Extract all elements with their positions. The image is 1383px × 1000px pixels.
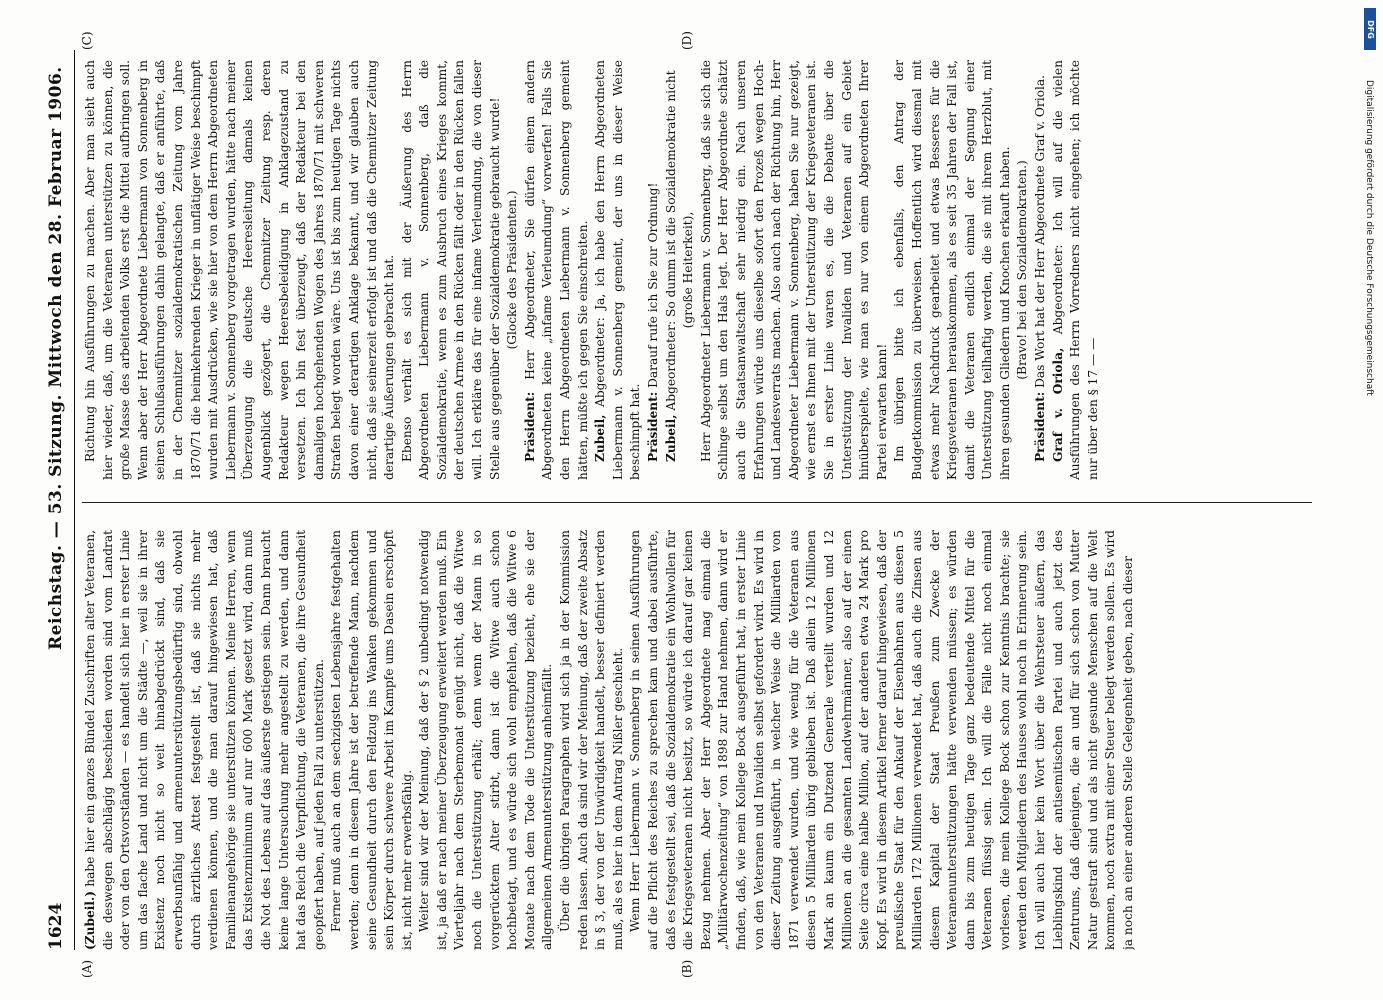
paragraph-text: Ebenso verhält es sich mit der Äußerung des Herrn Abgeordneten Liebermann v. Sonnenberg, daß die Sozialdemokratie, wenn es zum Ausbruch eines Krieges kommt, der deutschen Armee in den Rücken fällt oder in den Rücken fallen will. Ich erkläre das für eine infame Verleumdung, die von dieser Stelle aus gegenüber der Sozialdemokratie gebraucht wurde! — [399, 60, 502, 480]
digitization-footer — [1362, 20, 1376, 980]
paragraph — [1032, 60, 1050, 480]
paragraph-text: Ferner muß auch an dem sechzigsten Lebensjahre festgehalten werden; denn in diesem Jahre ist der betreffende Mann, nachdem seine Gesundheit durch den Feldzug ins Wanken gekommen und sein Körper durch schwere Arbeit im Kampfe ums Dasein erschöpft ist, nicht mehr erwerbsfähig. — [329, 530, 414, 950]
digitization-note: Digitalisierung gefördert durch die Deutsche Forschungsgemeinschaft — [1364, 80, 1374, 396]
paragraph — [698, 60, 892, 480]
paragraph — [82, 530, 328, 950]
paragraph — [399, 60, 505, 480]
speaker-name: Präsident: — [522, 391, 537, 462]
left-column — [82, 530, 1312, 950]
paragraph — [592, 60, 645, 480]
paragraph-text: Das Wort hat der Herr Abgeordnete Graf v. Oriola. — [1033, 74, 1048, 388]
speaker-name: Präsident: — [1033, 391, 1048, 462]
page-header — [40, 50, 75, 950]
paragraph — [663, 60, 681, 480]
paragraph-text: Abgeordneter: Ja, ich habe den Herrn Abgeordneten Liebermann v. Sonnenberg gemeint, der uns in dieser Weise beschimpft hat. — [593, 60, 643, 480]
margin-mark-d: (D) — [680, 31, 694, 50]
paragraph — [557, 530, 627, 950]
margin-mark-a: (A) — [80, 959, 94, 978]
speaker-name: Zubeil, — [593, 414, 608, 462]
paragraph — [82, 60, 399, 480]
right-column — [82, 60, 1312, 480]
margin-mark-b: (B) — [680, 959, 694, 978]
paragraph-text: Über die übrigen Paragraphen wird sich ja in der Kommission reden lassen. Auch da sind wir der Meinung, daß der zweite Absatz in § 3, der von der Unwürdigkeit handelt, besser definiert werden muß, als es hier in dem Antrag Nißler geschieht. — [558, 530, 625, 950]
margin-mark-c: (C) — [80, 31, 94, 50]
paragraph — [680, 60, 698, 480]
paragraph-text: Abgeordneter: Ich will auf die vielen Ausführungen des Herrn Vorredners nicht eingehen; ich möchte nur über den § 17 — — — [1050, 60, 1100, 480]
dfg-logo-text: DFG — [1365, 19, 1375, 39]
speaker-name: Graf v. Oriola, — [1050, 347, 1065, 462]
paragraph — [1014, 60, 1032, 480]
speaker-name: Präsident: — [646, 391, 660, 462]
page-number: 1624 — [46, 902, 66, 950]
paragraph-text: Herr Abgeordneter, Sie dürfen einem andern Abgeordneten keine „infame Verleumdung“ vorwerfen! Falls Sie den Herrn Abgeordneten Liebermann v. Sonnenberg gemeint hätten, müßte ich gegen Sie einschreiten. — [522, 60, 590, 480]
rotated-page-content — [40, 31, 1340, 978]
speaker-name: (Zubeil.) — [83, 890, 97, 950]
paragraph-text: (Glocke des Präsidenten.) — [505, 190, 520, 350]
paragraph-text: Wenn Herr Liebermann v. Sonnenberg in seinen Ausführungen auf die Pflicht des Reiches zu sprechen kam und dabei ausführte, daß es festgestellt sei, daß die Sozialdemokratie ein Wohlwollen für die Kriegsveteranen nicht besitzt, so würde ich darauf gar keinen Bezug nehmen. Aber der Herr Abgeordnete mag einmal die „Militärwochenzeitung“ von 1898 zur Hand nehmen, dann wird er finden, daß, wie mein Kollege Bock ausgeführt hat, in erster Linie von den Veteranen und Invaliden selbst gefordert wird. Es wird in dieser Zeitung ausgeführt, in welcher Weise die Milliarden von 1871 verwendet wurden, und wie wenig für die Veteranen aus diesen 5 Milliarden übrig geblieben ist. Daß allein 12 Millionen Mark an kaum ein Dutzend Generale verteilt wurden und 12 Millionen an die gesamten Landwehrmänner, also auf der einen Seite circa eine halbe Million, auf der anderen etwa 24 Mark pro Kopf. Es wird in diesem Artikel ferner darauf hingewiesen, daß der preußische Staat für den Ankauf der Eisenbahnen aus diesen 5 Milliarden 172 Millionen verwendet hat, daß auch die Zinsen aus diesem Kapital der Staat Preußen zum Zwecke der Veteranenunterstützungen hätte verwenden müssen; es würden dann bis zum heutigen Tage ganz bedeutende Mittel für die Veteranen flüssig sein. Ich will die Fälle nicht noch einmal vorlesen, die mein Kollege Bock schon zur Kenntnis brachte; sie werden den Mitgliedern des Hauses wohl noch in Erinnerung sein. Ich will auch hier kein Wort über die Wehrsteuer äußern, das Lieblingskind der antisemitischen Partei und auch jetzt des Zentrums, daß diejenigen, die an und für sich schon von Mutter Natur gestraft sind und als nicht gesunde Menschen auf die Welt kommen, noch extra mit einer Steuer belegt werden sollen. Es wird ja noch an einer anderen Stelle Gelegenheit geben, nach dieser — [628, 530, 1136, 950]
paragraph — [891, 60, 1014, 480]
paragraph — [416, 530, 557, 950]
paragraph — [504, 60, 522, 480]
paragraph — [522, 60, 592, 480]
speaker-name: Zubeil, — [663, 414, 678, 462]
paragraph-text: Darauf rufe ich Sie zur Ordnung! — [646, 182, 660, 388]
paragraph — [328, 530, 416, 950]
paragraph — [627, 530, 1137, 950]
paragraph — [1050, 60, 1103, 480]
paragraph-text: habe hier ein ganzes Bündel Zuschriften alter Veteranen, die deswegen abschlägig beschieden worden sind vom Landrat oder von den Ortsvorständen — es handelt sich hier in erster Linie um das flache Land und nicht um die Städte —, weil sie in ihrer Existenz noch nicht so weit hinabgedrückt sind, daß sie erwerbsunfähig und armenunterstützungsbedürftig sind, obwohl durch ärztliches Attest festgestellt ist, daß sie nichts mehr verdienen können, und die man darauf hingewiesen hat, daß Familienangehörige sie unterstützen können. Meine Herren, wenn das Existenzminimum auf nur 600 Mark gesetzt wird, dann muß die Not des Lebens auf das äußerste gestiegen sein. Dann braucht keine lange Untersuchung mehr angestellt zu werden, und dann hat das Reich die Verpflichtung, die Veteranen, die ihre Gesundheit geopfert haben, auf jeden Fall zu unterstützen. — [83, 530, 326, 950]
paragraph-text: (große Heiterkeit), — [681, 211, 696, 329]
paragraph-text: Richtung hin Ausführungen zu machen. Aber man sieht auch hier wieder, daß, um die Veteranen unterstützen zu können, die große Masse des arbeitenden Volks erst die Mittel aufbringen soll. Wenn aber der Herr Abgeordnete Liebermann von Sonnenberg in seinen Schlußausführungen dahin gelangte, daß er anführte, daß in der Chemnitzer sozialdemokratischen Zeitung vom Jahre 1870/71 die heimkehrenden Krieger in unflätiger Weise beschimpft wurden mit Ausdrücken, wie sie hier von dem Herrn Abgeordneten Liebermann v. Sonnenberg vorgetragen wurden, hätte nach meiner Überzeugung die deutsche Heeresleitung damals keinen Augenblick gezögert, die Chemnitzer Zeitung resp. deren Redakteur wegen Heeresbeleidigung in Anklagezustand zu versetzen. Ich bin fest überzeugt, daß der Redakteur bei den damaligen hochgehenden Wogen des Jahres 1870/71 mit schweren Strafen belegt worden wäre. Uns ist bis zum heutigen Tage nichts davon einer derartigen Anklage bekannt, und wir glauben auch nicht, daß sie seinerzeit erfolgt ist und daß die Chemnitzer Zeitung derartige Äußerungen gebracht hat. — [83, 60, 397, 480]
paragraph — [645, 60, 663, 480]
paragraph-text: Weiter sind wir der Meinung, daß der § 2 unbedingt notwendig ist, ja daß er nach meiner Überzeugung erweitert werden muß. Ein Vierteljahr nach dem Sterbemonat genügt nicht, daß die Witwe noch die Unterstützung erhält; denn wenn der Mann in so vorgerücktem Alter stirbt, dann ist die Witwe auch schon hochbetagt, und es würde sich wohl empfehlen, daß die Witwe 6 Monate nach dem Tode die Unterstützung bezieht, ehe sie der allgemeinen Armenunterstützung anheimfällt. — [417, 530, 555, 950]
paragraph-text: Abgeordneter: So dumm ist die Sozialdemokratie nicht — [663, 70, 678, 411]
paragraph-text: Im übrigen bitte ich ebenfalls, den Antrag der Budgetkommission zu überweisen. Hoffentlich wird diesmal mit etwas mehr Nachdruck gearbeitet und etwas Besseres für die Kriegsveteranen herauskommen, als es seit 35 Jahren der Fall ist, damit die Veteranen endlich einmal der Segnung einer Unterstützung teilhaftig werden, die sie mit ihrem Herzblut, mit ihren gesunden Gliedern und Knochen erkauft haben. — [892, 60, 1012, 480]
paragraph-text: (Bravo! bei den Sozialdemokraten.) — [1015, 160, 1030, 380]
column-divider — [82, 502, 1312, 503]
paragraph-text: Herr Abgeordneter Liebermann v. Sonnenberg, daß sie sich die Schlinge selbst um den Hals legt. Der Herr Abgeordnete schätzt auch die Staatsanwaltschaft sehr niedrig ein. Nach unseren Erfahrungen würde uns dieselbe sofort den Prozeß wegen Hoch- und Landesverrats machen. Also auch nach der Richtung hin, Herr Abgeordneter Liebermann v. Sonnenberg, haben Sie nur gezeigt, wie ernst es Ihnen mit der Unterstützung der Kriegsveteranen ist. Sie in erster Linie waren es, die die Debatte über die Unterstützung der Invaliden und Veteranen auf ein Gebiet hinüberspielte, wie man es nur von einem Abgeordneten Ihrer Partei erwarten kann! — [698, 60, 889, 480]
page-title: Reichstag. — 53. Sitzung. Mittwoch den 28. Februar 1906. — [46, 66, 66, 650]
